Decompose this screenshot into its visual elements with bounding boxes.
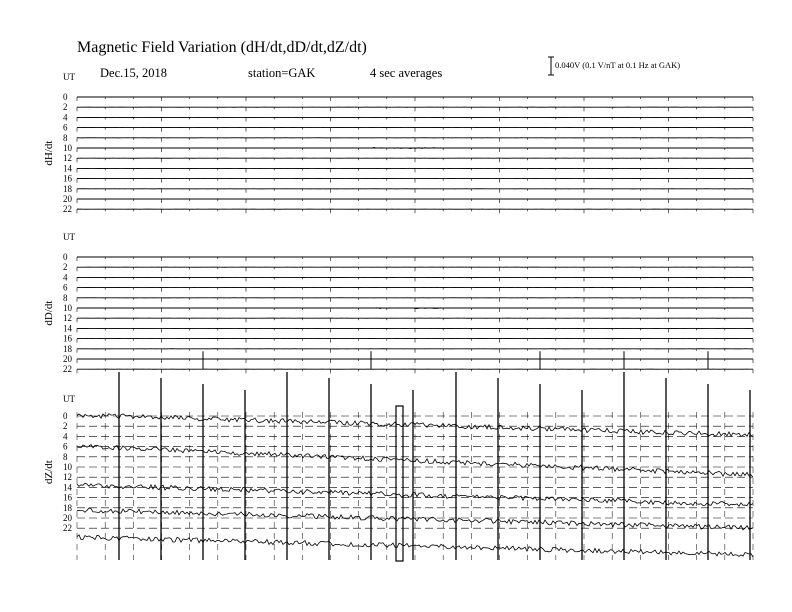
trace-label: 22 xyxy=(63,204,72,215)
trace-label: 16 xyxy=(63,333,72,344)
trace-ticks xyxy=(77,267,753,271)
trace-label: 10 xyxy=(63,303,72,313)
trace-ticks xyxy=(77,328,753,332)
trace-label: 14 xyxy=(63,163,72,174)
trace-label: 4 xyxy=(63,112,68,123)
trace-label: 10 xyxy=(63,143,72,153)
trace-ticks xyxy=(77,349,753,353)
chart-title: Magnetic Field Variation (dH/dt,dD/dt,dZ/dt) xyxy=(77,39,367,56)
spike-burst xyxy=(396,406,403,561)
trace-ticks xyxy=(77,369,753,373)
trace-ticks xyxy=(77,359,753,363)
trace-ticks xyxy=(77,179,753,183)
trace-label: 16 xyxy=(63,173,72,184)
scale-label: 0.040V (0.1 V/nT at 0.1 Hz at GAK) xyxy=(555,60,681,70)
trace-label: 18 xyxy=(63,183,72,194)
trace-label: 6 xyxy=(63,441,68,452)
trace-ticks xyxy=(77,298,753,302)
trace-label: 22 xyxy=(63,364,72,375)
trace-label: 20 xyxy=(63,513,72,523)
trace-label: 6 xyxy=(63,122,68,133)
trace-label: 14 xyxy=(63,323,72,334)
trace-label: 8 xyxy=(63,292,68,303)
trace-label: 6 xyxy=(63,282,68,293)
panel-label: dH/dt xyxy=(43,140,55,166)
trace-label: 12 xyxy=(63,313,72,324)
trace-ticks xyxy=(77,128,753,132)
trace-ticks xyxy=(77,168,753,172)
trace-label: 0 xyxy=(63,411,68,421)
panel-2 xyxy=(43,372,753,561)
trace-ticks xyxy=(77,189,753,193)
trace-label: 12 xyxy=(63,153,72,164)
station-label: station=GAK xyxy=(248,66,316,80)
trace-ticks xyxy=(77,158,753,162)
trace-label: 4 xyxy=(63,431,68,442)
trace-ticks xyxy=(77,257,753,261)
scale-bar xyxy=(548,57,554,75)
panel-1 xyxy=(43,232,753,374)
trace-label: 8 xyxy=(63,132,68,143)
trace-ticks xyxy=(77,318,753,322)
trace-ticks xyxy=(77,107,753,111)
trace-ticks xyxy=(77,209,753,213)
trace-label: 18 xyxy=(63,502,72,513)
trace-label: 18 xyxy=(63,343,72,354)
trace-label: 16 xyxy=(63,492,72,503)
trace-ticks xyxy=(77,277,753,281)
trace-label: 2 xyxy=(63,102,68,113)
trace-label: 14 xyxy=(63,482,72,493)
trace-ticks xyxy=(77,117,753,121)
trace-label: 2 xyxy=(63,262,68,273)
trace-label: 0 xyxy=(63,252,68,262)
trace-label: 0 xyxy=(63,92,68,102)
trace-label: 20 xyxy=(63,194,72,204)
panel-0 xyxy=(43,72,753,214)
trace-ticks xyxy=(77,288,753,292)
date-label: Dec.15, 2018 xyxy=(100,66,167,80)
panel-label: dZ/dt xyxy=(43,460,55,485)
trace-ticks xyxy=(77,199,753,203)
trace-label: 20 xyxy=(63,354,72,364)
trace-ticks xyxy=(77,339,753,343)
trace-ticks xyxy=(77,138,753,142)
trace-label: 2 xyxy=(63,421,68,432)
ut-axis-title: UT xyxy=(63,394,75,404)
ut-axis-title: UT xyxy=(63,72,75,82)
trace-label: 10 xyxy=(63,462,72,472)
trace-ticks xyxy=(77,97,753,101)
trace-label: 4 xyxy=(63,272,68,283)
trace-label: 8 xyxy=(63,451,68,462)
ut-axis-title: UT xyxy=(63,232,75,242)
trace-label: 12 xyxy=(63,472,72,483)
trace-label: 22 xyxy=(63,523,72,534)
averaging-label: 4 sec averages xyxy=(370,66,443,80)
panel-label: dD/dt xyxy=(43,300,55,326)
